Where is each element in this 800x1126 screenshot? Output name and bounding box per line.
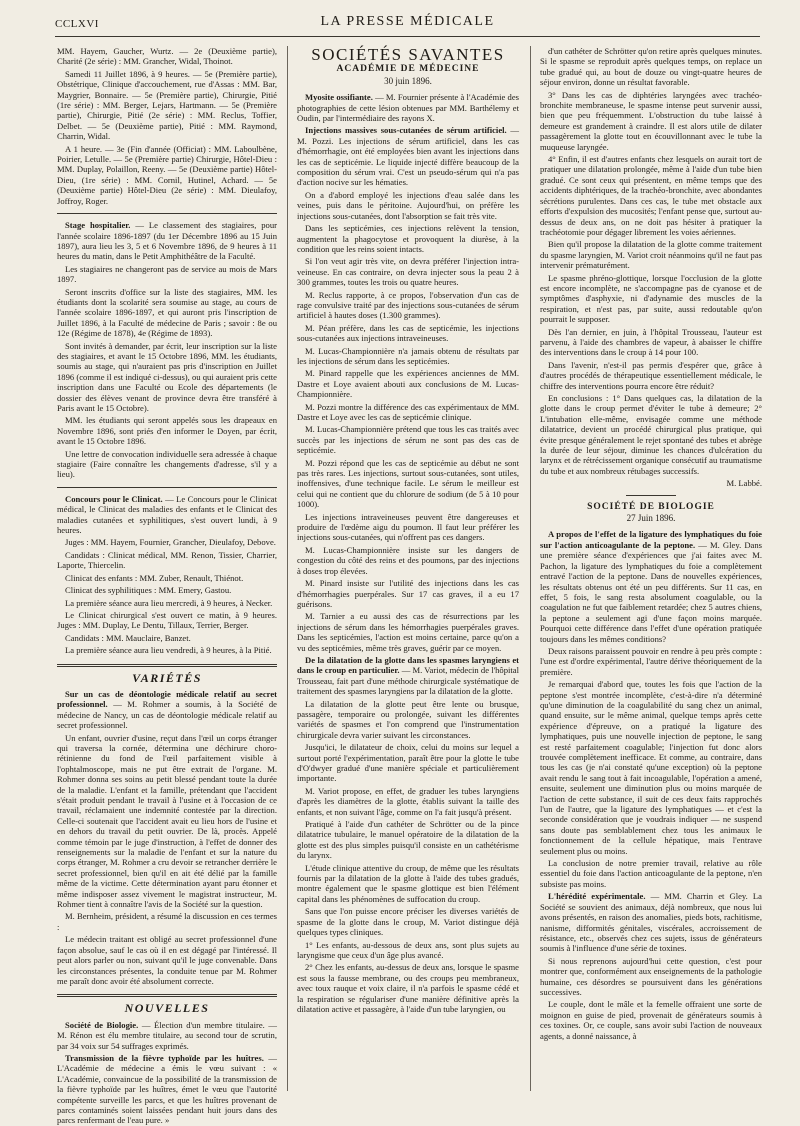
academy-title: ACADÉMIE DE MÉDECINE: [336, 64, 480, 75]
croup-paragraph: Le spasme phréno-glottique, lorsque l'occlusion de la glotte est encore incomplète, ne s'accompagne pas de cyanose et de symptômes d'asphyxie, ni d'adynamie des muscles de la respiration, et n'est pas, par suite, aussi redoutable qu'on pourrait le supposer.: [540, 272, 762, 325]
croup-paragraph: En conclusions : 1° Dans quelques cas, la dilatation de la glotte dans le croup permet d'éviter le tube à demeure; 2° L'intubation elle-même, envisagée comme une méthode dilatatrice, devient un procédé chirurgical plus pratique, qui évite presque généralement le rejet spontané des tubes et abrège la durée de leur séjour, diminue les chances d'ulcération du larynx et de rétrécissement organique consécutif au traumatisme du tube et aux nombreux rétubages successifs.: [540, 393, 762, 476]
biology-items: [540, 529, 762, 1041]
academy-item-text: 1° Les enfants, au-dessous de deux ans, sont plus sujets au laryngisme que ceux d'un âge plus avancé.: [297, 939, 519, 960]
croup-paragraph: Dès l'an dernier, en juin, à l'hôpital Trousseau, l'auteur est parvenu, à l'aide des chambres de vapeur, à abaisser le chiffre des interventions dans le croup à 14 pour 100.: [540, 326, 762, 358]
academy-item: [297, 699, 519, 741]
nouvelles-heading: Transmission de la fièvre typhoïde par les huîtres.: [65, 1052, 264, 1063]
academy-item: [297, 940, 519, 961]
academy-item-heading: Injections massives sous-cutanées de sérum artificiel.: [305, 125, 507, 136]
stage-article: [57, 220, 277, 262]
academy-item-text: Jusqu'ici, le dilatateur de choix, celui du moins sur lequel a surtout porté l'expérimentation, paraît être pour la glotte le tube d'O'dwyer gradué d'une manière spéciale et particulièrement importante.: [297, 742, 519, 784]
academy-item-text: M. Lucas-Championnière n'a jamais obtenu de résultats par les injections de sérum dans les septicémies.: [297, 345, 519, 366]
academy-date: 30 juin 1896.: [384, 75, 432, 86]
academy-item: [297, 611, 519, 653]
biology-item-text: Je remarquai d'abord que, toutes les fois que l'action de la peptone s'est montrée incomplète, c'est-à-dire n'a déterminé qu'une diminution de la coagulabilité du sang chez un animal, quand ensuite, sur le même animal, quelque temps après cette expérience d'épreuve, on a pratiqué la ligature des lymphatiques, puis une nouvelle injection de peptone, le sang est resté parfaitement coagulable; l'injection fut donc alors trouvée complètement inefficace. Et comme, au contraire, dans tous les cas (je n'ai constaté qu'une exception) où la peptone avait rendu le sang tout à fait incoagulable, l'opération a amené, ensuite, seulement une diminution plus ou moins marquée de l'action de cette substance, il suit de ces deux faits rapprochés l'un de l'autre, que la ligature des lymphatiques — et c'est la seconde considération que je voudrais indiquer — ne suspend sans doute pas semblablement chez tous les animaux le fonctionnement de la cellule hépatique, mais l'entrave seulement plus ou moins.: [540, 679, 762, 856]
separator: [57, 213, 277, 214]
academy-item-text: Pratiqué à l'aide d'un cathéter de Schrötter ou de la pince dilatatrice tubulaire, le manuel opératoire de la dilatation de la glotte est des plus simples puisqu'il consiste en un cathétérisme du larynx.: [297, 819, 519, 861]
academy-item: [297, 290, 519, 321]
academy-item: [297, 256, 519, 287]
varietes-article: [57, 689, 277, 731]
stage-heading: Stage hospitalier.: [65, 220, 131, 231]
academy-item: [297, 190, 519, 221]
biology-date: 27 Juin 1896.: [626, 513, 676, 524]
clinicat-article: [57, 494, 277, 536]
biology-item: [540, 956, 762, 998]
exam-schedule-paragraph: A 1 heure. — 3e (Fin d'année (Officiat) : MM. Laboulbène, Poirier, Letulle. — 5e (Première partie) Chirurgie, Hôtel-Dieu : MM. Duplay, Polaillon, Reeny. — 5e (Deuxième partie) Hôtel-Dieu, (1re série) : MM. Cornil, Hutinel, Achard. — 5e (Deuxième partie) Hôtel-Dieu (2e série) : MM. Dieulafoy, Joffroy, Roger.: [57, 143, 277, 206]
nouvelles-text: — L'Académie de médecine a émis le vœu suivant : « L'Académie, convaincue de la possibilité de la transmission de la fièvre typhoïde par les huîtres, émet le vœu que l'autorité compétente surveille les parcs, et que les huîtres provenant de parcs contaminés soient laissées pendant huit jours dans des parcs renfermant de l'eau pure. »: [57, 1052, 277, 1126]
stage-text: — Le classement des stagiaires, pour l'année scolaire 1896-1897 (du 1er Décembre 1896 au 15 Juin 1897), aura lieu les 3, 5 et 6 Novembre 1896, de 9 heures à 11 heures du matin, dans le Petit Amphithéâtre de la Faculté.: [57, 220, 277, 262]
separator: [57, 994, 277, 997]
academy-item: [297, 786, 519, 817]
academy-item-text: M. Reclus rapporte, à ce propos, l'observation d'un cas de rage convulsive traité par des injections sous-cutanées de sérum artificiel à hautes doses (1.300 grammes).: [297, 289, 519, 321]
nouvelles-text: — Élection d'un membre titulaire. — M. Rénon est élu membre titulaire, au second tour de scrutin, par 34 voix sur 54 suffrages exprimés.: [57, 1019, 277, 1051]
separator: [57, 664, 277, 667]
academy-item-text: M. Péan préfère, dans les cas de septicémie, les injections sous-cutanées aux injections intraveineuses.: [297, 322, 519, 344]
academy-item-heading: Myosite ossifiante.: [305, 92, 373, 103]
academy-item-text: Si l'on veut agir très vite, on devra préférer l'injection intra-veineuse. En cas contraire, on devra injecter sous la peau 2 à 300 grammes, toutes les trois ou quatre heures.: [297, 256, 519, 288]
academy-item: [297, 962, 519, 1014]
varietes-paragraph: Le médecin traitant est obligé au secret professionnel d'une façon absolue, sauf le cas où il en est dégagé par l'intéressé. Il peut alors parler ou non, suivant qu'il le juge convenable. Dans les circonstances présentes, la conduite tenue par M. Rohmer me paraît donc avoir été absolument correcte.: [57, 934, 277, 986]
academy-item-text: M. Lucas-Championnière insiste sur les dangers de congestion du côté des reins et des poumons, par des injections à doses trop élevées.: [297, 544, 519, 576]
croup-continued: [540, 46, 762, 476]
academy-item-text: M. Pinard rappelle que les expériences anciennes de MM. Dastre et Loye avaient abouti aux conclusions de M. Lucas-Championnière.: [297, 368, 519, 400]
page-folio: CCLXVI: [55, 18, 99, 30]
varietes-paragraph: Un enfant, ouvrier d'usine, reçut dans l'œil un corps étranger qui traversa la cornée, détermina une déchirure choro-rétinienne du fond de l'œil parfaitement visible à l'ophtalmoscope, mais ne put être extrait de l'organe. M. Rohmer donna ses soins au petit blessé pendant toute la durée de la maladie. L'enfant et la famille, prétendant que l'accident s'était produit pendant le travail à l'usine et à l'occasion de ce travail, réclamaient une indemnité contestée par la direction. Celle-ci soutenait que l'accident avait eu lieu hors de l'usine et en dehors du travail du petit ouvrier. De là, procès. Appelé comme témoin par le juge d'instruction, à l'effet de donner des renseignements sur la maladie de l'enfant et sur la nature du corps étranger, M. Rohmer a cru devoir se retrancher derrière le secret professionnel, bien qu'il en ait été délié par la famille même de la victime. Cette détermination ayant paru étonner et même indisposer assez vivement le magistrat instructeur, M. Rohmer tient à connaître l'avis de la Société sur la question.: [57, 732, 277, 910]
biology-item: [540, 999, 762, 1041]
biology-item-text: La conclusion de notre premier travail, relative au rôle essentiel du foie dans l'action anticoagulante de la peptone, n'en subsiste pas moins.: [540, 858, 762, 889]
varietes-paragraph: M. Bernheim, président, a résumé la discussion en ces termes :: [57, 911, 277, 932]
academy-item-text: — M. Fournier présente à l'Académie des photographies de cette lésion obtenues par MM. Barthélemy et Oudin, par l'intermédiaire des rayons X.: [297, 92, 519, 124]
column-1: [57, 46, 277, 1126]
biology-item-heading: L'hérédité expérimentale.: [548, 891, 646, 902]
academy-item-text: On a d'abord employé les injections d'eau salée dans les veines, puis dans le péritoine. Aujourd'hui, on préfère les injections sous-cutanées, dont l'absorption se fait très vite.: [297, 189, 519, 221]
academy-item-text: L'étude clinique attentive du croup, de même que les résultats fournis par la dilatation de la glotte à l'aide des tubes gradués, montre également que le spasme glottique est bien l'élément capital dans les phénomènes de suffocation du croup.: [297, 862, 519, 904]
croup-paragraph: Dans l'avenir, n'est-il pas permis d'espérer que, grâce à d'autres procédés de thérapeutique essentiellement médicale, le chiffre des interventions pourra encore être réduit?: [540, 359, 762, 391]
academy-item-text: Sans que l'on puisse encore préciser les diverses variétés de spasme de la glotte dans le croup, M. Variot distingue déjà quelques types cliniques.: [297, 906, 519, 938]
section-title-varietes: VARIÉTÉS: [132, 670, 202, 685]
croup-paragraph: 3° Dans les cas de diphtéries laryngées avec trachéo-bronchite membraneuse, le spasme intense peut survenir aussi, bien que peu fréquemment. L'obstruction du tube laissé à demeure est grandement à craindre. Il est alors utile de dilater passagèrement la glotte tout en écouvillonnant avec le tube la muqueuse laryngée.: [540, 89, 762, 152]
clinicat-paragraph: Candidats : MM. Mauclaire, Banzet.: [65, 632, 191, 643]
academy-item: [297, 223, 519, 254]
column-rule: [530, 46, 531, 1091]
stage-paragraph: MM. les étudiants qui seront appelés sous les drapeaux en Novembre 1896, sont priés d'en informer le Doyen, par écrit, avant le 15 Octobre 1896.: [57, 415, 277, 447]
academy-item-text: — M. Pozzi. Les injections de sérum artificiel, dans les cas d'hémorrhagie, ont été employées bien avant les injections dans les cas de septicémie. Le liquide injecté diffère beaucoup de la composition du sérum vrai. C'est un pseudo-sérum qui n'a pas d'action nocive sur les hématies.: [297, 125, 519, 188]
biology-item-text: Si nous reprenons aujourd'hui cette question, c'est pour montrer que, conformément aux enseignements de la pathologie humaine, ces désordres se poursuivent dans les générations successives.: [540, 955, 762, 997]
separator: [57, 487, 277, 488]
academy-item: [297, 346, 519, 367]
academy-item: [297, 742, 519, 784]
nouvelles-article: [57, 1053, 277, 1126]
exam-schedule-paragraph: MM. Hayem, Gaucher, Wurtz. — 2e (Deuxième partie), Charité (2e série) : MM. Grancher, Widal, Thoinot.: [57, 46, 277, 67]
nouvelles-heading: Société de Biologie.: [65, 1019, 139, 1030]
academy-item-text: M. Lucas-Championnière prétend que tous les cas traités avec succès par les injections de sérum ne sont pas des cas de septicémie.: [297, 424, 519, 456]
academy-item: [297, 863, 519, 905]
academy-item: [297, 906, 519, 937]
academy-item-text: M. Pinard insiste sur l'utilité des injections dans les cas d'hémorrhagies puerpérales. Sur 17 cas graves, il a eu 17 guérisons.: [297, 578, 519, 609]
academy-item-text: Les injections intraveineuses peuvent être dangereuses et produire de l'œdème aigu du poumon. Il faut leur préférer les injections sous-cutanées, qui n'offrent pas ces dangers.: [297, 511, 519, 543]
croup-paragraph: d'un cathéter de Schrötter qu'on retire après quelques minutes. Si le spasme se reproduit après quelques temps, on replace un tube gradué qui, au bout de douze ou vingt-quatre heures de séjour environ, donne un résultat favorable.: [540, 46, 762, 88]
varietes-text: — M. Rohmer a soumis, à la Société de médecine de Nancy, un cas de déontologie médicale relatif au secret professionnel.: [57, 699, 277, 731]
academy-item: [297, 512, 519, 543]
column-3: [540, 46, 762, 1096]
academy-item-text: — M. Variot, médecin de l'hôpital Trousseau, fait part d'une méthode chirurgicale systématique de traitement des spasmes laryngiens par la dilatation de la glotte.: [297, 665, 519, 697]
stage-paragraph: Seront inscrits d'office sur la liste des stagiaires, MM. les étudiants dont la scolarité sera soumise au stage, au cours de l'année scolaire 1896-1897, et qui auront pris l'inscription de Juillet 1896, à la Faculté de médecine de Paris ; savoir : 8e ou 12e (Régime de 1878), 4e (Régime de 1893).: [57, 286, 277, 339]
biology-item-text: Le couple, dont le mâle et la femelle offraient une sorte de moignon en guise de pied, provenait de générateurs soumis à ces toxines. Or, ce couple, sans avoir subi l'action de nouveaux agents, a donné naissance, à: [540, 999, 762, 1041]
academy-item-heading: De la dilatation de la glotte dans les spasmes laryngiens et dans le croup en particulier.: [297, 654, 519, 676]
academy-item: [297, 655, 519, 697]
academy-item: [297, 368, 519, 399]
stage-paragraph: Sont invités à demander, par écrit, leur inscription sur la liste des stagiaires, et avant le 15 Octobre 1896, MM. les étudiants, soumis au stage, qui n'auraient pas pris d'inscription en Juillet 1896 (comme il est indiqué ci-dessus), ou qui auraient pris cette inscription dans une Faculté ou Ecole des départements (le dossier des élèves venant de province devra être transféré à Paris avant le 15 Octobre).: [57, 340, 277, 413]
academy-item: [297, 92, 519, 123]
exam-schedule-paragraph: Samedi 11 Juillet 1896, à 9 heures. — 5e (Première partie), Obstétrique, Clinique d'accouchement, rue d'Assas : MM. Bar, Maygrier, Bonnaire. — 5e (Première partie), Chirurgie, Pitié (1re série) : MM. Berger, Lejars, Hartmann. — 5e (Première partie), Chirurgie, Pitié (2e série) : MM. Reclus, Toffier, Delbet. — 5e (Deuxième partie), Pitié : MM. Raymond, Charrin, Widal.: [57, 68, 277, 142]
croup-paragraph: 4° Enfin, il est d'autres enfants chez lesquels on aurait tort de pratiquer une dilatation prolongée, même à l'aide d'un tube bien gradué. Ce sont ceux qui présentent, en même temps que des accidents diphtériques, de la trachéo-bronchite, avec abondantes sécrétions purulentes. Dans ces cas, le tube met obstacle aux efforts d'expulsion des mucosités; l'enfant pense que, surtout au-dessus de deux ans, on ne doit pas hésiter à pratiquer la trachéotomie pour dégager librement les voies aériennes.: [540, 154, 762, 237]
academy-item-text: M. Variot propose, en effet, de graduer les tubes laryngiens d'après les diamètres de la glotte, établis suivant la taille des enfants, et non suivant l'âge, comme on l'a fait jusqu'à présent.: [297, 785, 519, 817]
clinicat-paragraph: Clinicat des enfants : MM. Zuber, Renault, Thiénot.: [65, 572, 244, 583]
clinicat-paragraph: Le Clinicat chirurgical s'est ouvert ce matin, à 9 heures. Juges : MM. Duplay, Le Dentu, Tillaux, Terrier, Berger.: [57, 609, 277, 631]
academy-item-text: 2° Chez les enfants, au-dessus de deux ans, lorsque le spasme est sous la fausse membrane, ou des croups peu membraneux, avec toux rauque et voix claire, il n'a parfois le spasme cédé et la respiration se régulariser d'une manière définitive après la dilatation active et passagère, à l'aide d'un tube laryngien, ou: [297, 962, 519, 1014]
academy-item-text: M. Pozzi répond que les cas de septicémie au début ne sont pas très rares. Les injections, surtout sous-cutanées, sont utiles, inoffensives, d'une technique facile. Le sérum le meilleur est celui qui ne contient que du chlorure de sodium (de 5 à 10 pour 1000).: [297, 457, 519, 510]
croup-paragraph: Bien qu'il propose la dilatation de la glotte comme traitement du spasme laryngien, M. Variot croit néanmoins qu'il ne faut pas intervenir prématurément.: [540, 239, 762, 271]
academy-items: [297, 92, 519, 1014]
stage-paragraph: Une lettre de convocation individuelle sera adressée à chaque stagiaire (Faire connaître les changements d'adresse, s'il y a lieu).: [57, 448, 277, 480]
clinicat-paragraph: Juges : MM. Hayem, Fournier, Grancher, Dieulafoy, Debove.: [65, 537, 276, 548]
separator: [626, 495, 676, 496]
biology-item: [540, 891, 762, 953]
column-rule: [287, 46, 288, 1091]
academy-item: [297, 424, 519, 455]
clinicat-paragraph: La première séance aura lieu mercredi, à 9 heures, à Necker.: [65, 597, 273, 608]
clinicat-paragraph: Clinicat des syphilitiques : MM. Emery, Gastou.: [65, 585, 232, 596]
clinicat-heading: Concours pour le Clinicat.: [65, 493, 163, 504]
academy-item-text: M. Tarnier a eu aussi des cas de résurrections par les injections de sérum dans les hémorrhagies puerpérales graves. Dans les septicémies, l'action est moins certaine, parce qu'on a vu des septicémies, même très graves, guérir par ce moyen.: [297, 611, 519, 653]
academy-item: [297, 578, 519, 609]
academy-item: [297, 545, 519, 576]
clinicat-text: — Le Concours pour le Clinicat médical, le Clinicat des maladies des enfants et le Clinicat des maladies cutanées et syphilitiques, s'est ouvert lundi, à 9 heures.: [57, 493, 277, 536]
biology-item: [540, 858, 762, 889]
academy-item: [297, 323, 519, 344]
stage-paragraph: Les stagiaires ne changeront pas de service au mois de Mars 1897.: [57, 263, 277, 285]
academy-item-text: Dans les septicémies, ces injections relèvent la tension, augmentent la phagocytose et provoquent la diurèse, à la condition que les reins soient intacts.: [297, 223, 519, 254]
signature: M. Labbé.: [726, 478, 762, 489]
clinicat-paragraph: Candidats : Clinicat médical, MM. Renon, Tissier, Charrier, Laporte, Thiercelin.: [57, 549, 277, 571]
academy-item: [297, 819, 519, 861]
academy-item: [297, 458, 519, 510]
page-header: [55, 14, 760, 37]
biology-item-text: — MM. Charrin et Gley. La Société se souvient des animaux, déjà nombreux, que nous lui avons présentés, en raison des anomalies, pieds bots, rachitisme, nanisme, difformités génitales, viscérales, accroissement de résistance, etc., observés chez ces sujets, issus de générateurs soumis à l'influence d'une série de toxines.: [540, 891, 762, 954]
societes-savantes-title: SOCIÉTÉS SAVANTES: [311, 45, 505, 64]
biology-item: [540, 646, 762, 677]
biology-item: [540, 529, 762, 643]
biology-title: SOCIÉTÉ DE BIOLOGIE: [587, 501, 715, 512]
academy-item-text: M. Pozzi montre la différence des cas expérimentaux de MM. Dastre et Loye avec les cas de septicémie clinique.: [297, 401, 519, 422]
varietes-heading: Sur un cas de déontologie médicale relatif au secret professionnel.: [57, 688, 277, 710]
biology-item-text: — M. Gley. Dans une première séance d'expériences que j'ai faites avec M. Pachon, la ligature des lymphatiques du foie a complètement entravé l'action de la peptone. Dans de nouvelles expériences, les résultats obtenus ont été un peu différents. Sur 11 cas, en effet, 5 fois, le sang resta absolument coagulable, ou la coagulation ne fut que faiblement retardée; chez 5 autres chiens, la peptone a seulement agi d'une façon moins marquée. Pourquoi cette différence dans l'effet d'une opération pratiquée toujours dans les mêmes conditions?: [540, 539, 762, 644]
nouvelles-article: [57, 1020, 277, 1051]
section-title-nouvelles: NOUVELLES: [124, 1001, 210, 1016]
academy-item: [297, 125, 519, 187]
academy-item-text: La dilatation de la glotte peut être lente ou brusque, passagère, temporaire ou prolongée, suivant les différentes variétés de spasmes et l'on comprend que l'instrumentation chirurgicale devra varier suivant les circonstances.: [297, 698, 519, 740]
academy-item: [297, 402, 519, 423]
biology-item: [540, 679, 762, 856]
clinicat-paragraph: La première séance aura lieu vendredi, à 9 heures, à la Pitié.: [65, 645, 272, 656]
column-2: [297, 46, 519, 1096]
journal-title: LA PRESSE MÉDICALE: [320, 14, 495, 29]
biology-item-heading: A propos de l'effet de la ligature des lymphatiques du foie sur l'action anticoagulante de la peptone.: [540, 529, 762, 550]
biology-item-text: Deux raisons paraissent pouvoir en rendre à peu près compte : l'une est d'ordre expérimental, l'autre dérive théoriquement de la première.: [540, 645, 762, 677]
